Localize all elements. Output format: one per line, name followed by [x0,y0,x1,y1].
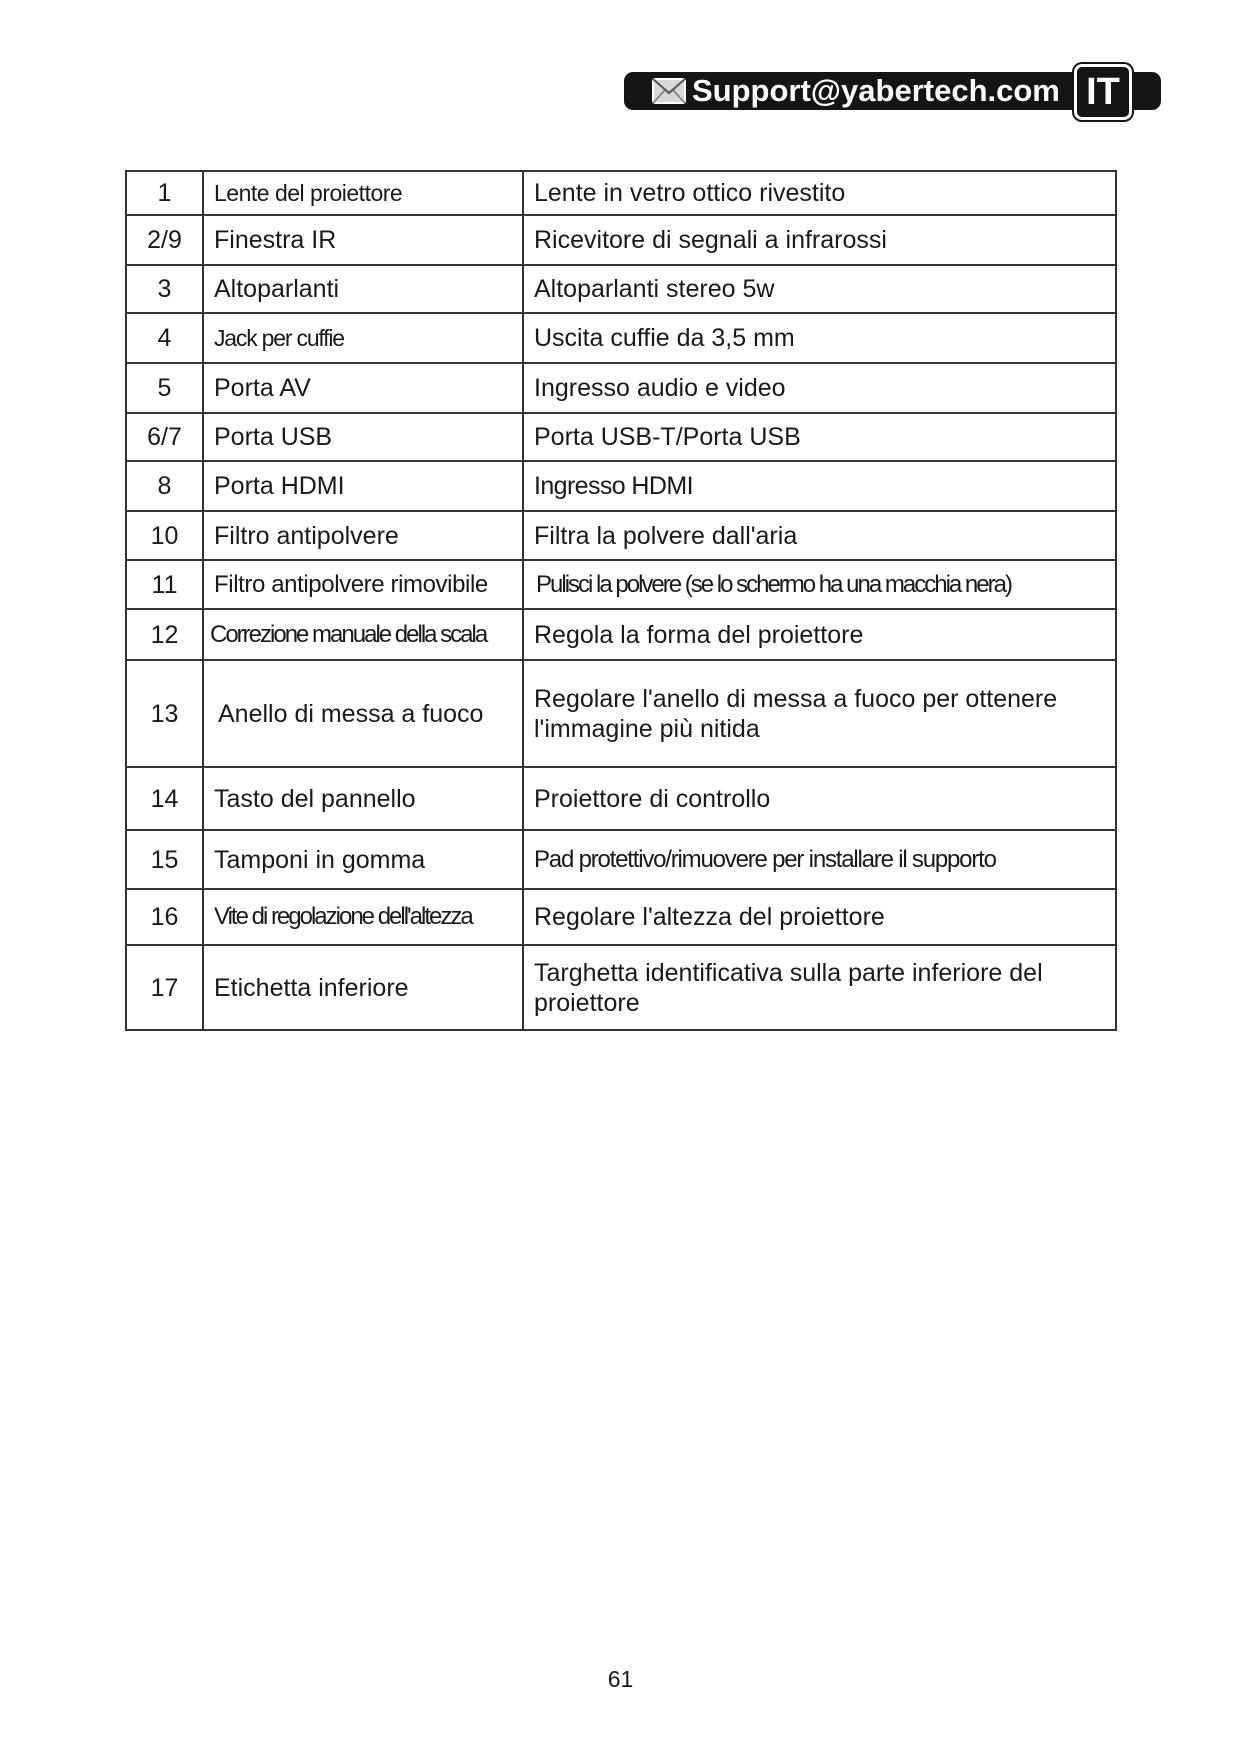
table-row [126,889,1116,945]
component-description: Ricevitore di segnali a infrarossi [523,215,1116,265]
table-row [126,363,1116,413]
page-number: 61 [607,1666,634,1692]
row-number: 4 [126,313,203,363]
component-name: Porta USB [203,413,523,461]
component-name: Lente del proiettore [203,171,523,215]
component-name: Porta AV [203,363,523,413]
component-description: Lente in vetro ottico rivestito [523,171,1116,215]
component-description: Ingresso audio e video [523,363,1116,413]
row-number: 5 [126,363,203,413]
component-description: Altoparlanti stereo 5w [523,265,1116,313]
component-description: Regola la forma del proiettore [523,609,1116,660]
component-description: Proiettore di controllo [523,767,1116,830]
row-number: 10 [126,511,203,560]
component-name: Tamponi in gomma [203,830,523,889]
table-row [126,461,1116,511]
component-name: Filtro antipolvere rimovibile [203,560,523,609]
row-number: 12 [126,609,203,660]
row-number: 2/9 [126,215,203,265]
table-row [126,609,1116,660]
component-name: Etichetta inferiore [203,945,523,1030]
table-row [126,265,1116,313]
component-name: Filtro antipolvere [203,511,523,560]
row-number: 6/7 [126,413,203,461]
component-table [125,170,1117,1031]
row-number: 13 [126,660,203,767]
row-number: 3 [126,265,203,313]
component-description: Regolare l'anello di messa a fuoco per ottenere l'immagine più nitida [523,660,1116,767]
table-row [126,215,1116,265]
component-description: Uscita cuffie da 3,5 mm [523,313,1116,363]
table-row [126,830,1116,889]
table-row [126,171,1116,215]
component-name: Tasto del pannello [203,767,523,830]
table-row [126,660,1116,767]
component-name: Altoparlanti [203,265,523,313]
component-description: Regolare l'altezza del proiettore [523,889,1116,945]
row-number: 17 [126,945,203,1030]
component-description: Ingresso HDMI [523,461,1116,511]
component-name: Finestra IR [203,215,523,265]
component-name: Correzione manuale della scala [203,609,523,660]
row-number: 11 [126,560,203,609]
table-row [126,413,1116,461]
table-row [126,560,1116,609]
row-number: 15 [126,830,203,889]
envelope-icon [652,78,686,104]
row-number: 8 [126,461,203,511]
language-badge: IT [1074,64,1132,120]
support-email[interactable]: Support@yabertech.com [692,73,1060,108]
table-row [126,511,1116,560]
row-number: 16 [126,889,203,945]
table-row [126,767,1116,830]
component-description: Porta USB-T/Porta USB [523,413,1116,461]
component-description: Pad protettivo/rimuovere per installare il supporto [523,830,1116,889]
table-row [126,945,1116,1030]
component-name: Vite di regolazione dell'altezza [203,889,523,945]
component-name: Anello di messa a fuoco [203,660,523,767]
table-row [126,313,1116,363]
row-number: 1 [126,171,203,215]
component-name: Jack per cuffie [203,313,523,363]
component-description: Filtra la polvere dall'aria [523,511,1116,560]
component-description: Pulisci la polvere (se lo schermo ha una macchia nera) [523,560,1116,609]
row-number: 14 [126,767,203,830]
component-description: Targhetta identificativa sulla parte inferiore del proiettore [523,945,1116,1030]
component-name: Porta HDMI [203,461,523,511]
